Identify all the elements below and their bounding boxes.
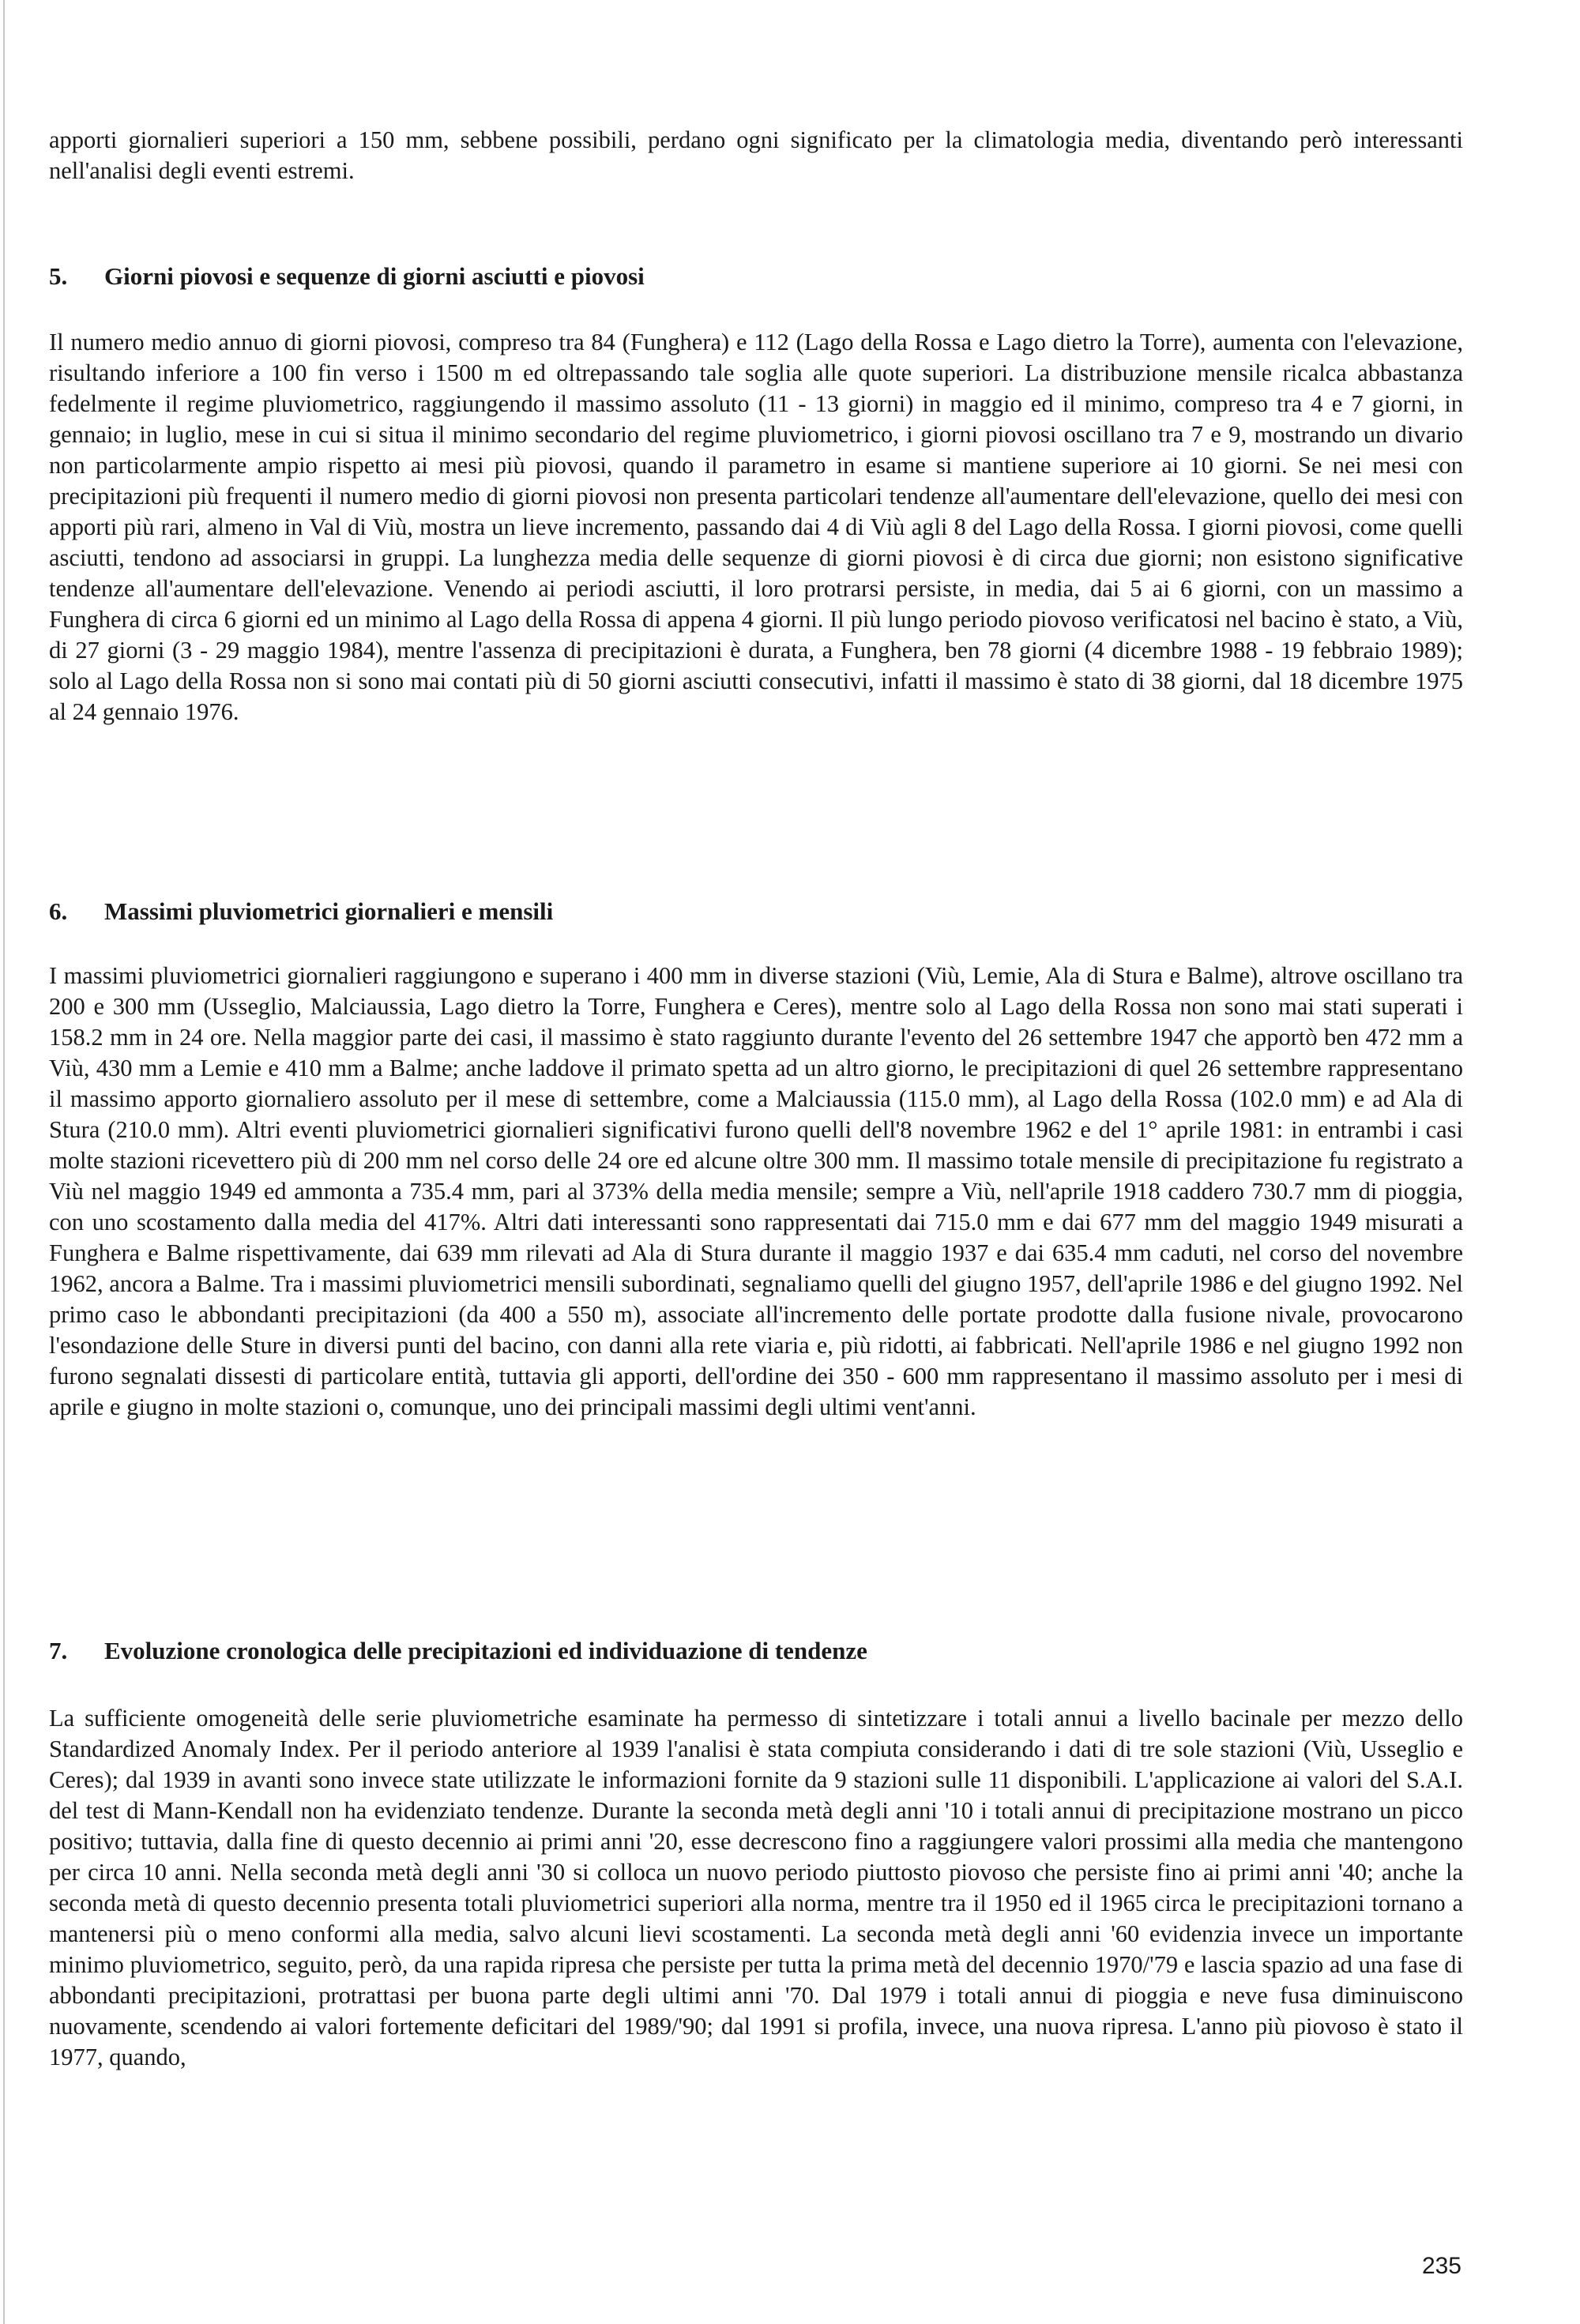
section-6-number: 6. — [49, 897, 68, 925]
section-5-heading — [49, 262, 645, 291]
intro-paragraph: apporti giornalieri superiori a 150 mm, sebbene possibili, perdano ogni significato per la climatologia media, diventando però interessanti nell'analisi degli eventi estremi. — [49, 126, 1463, 184]
section-5-title: Giorni piovosi e sequenze di giorni asciutti e piovosi — [104, 262, 645, 290]
section-6-heading — [49, 897, 553, 926]
section-5-paragraph: Il numero medio annuo di giorni piovosi, compreso tra 84 (Funghera) e 112 (Lago della Rossa e Lago dietro la Torre), aumenta con l'elevazione, risultando inferiore a 100 fin verso i 1500 m ed oltrepassando tale soglia alle quote superiori. La distribuzione mensile ricalca abbastanza fedelmente il regime pluviometrico, raggiungendo il massimo assoluto (11 - 13 giorni) in maggio ed il minimo, compreso tra 4 e 7 giorni, in gennaio; in luglio, mese in cui si situa il minimo secondario del regime pluviometrico, i giorni piovosi oscillano tra 7 e 9, mostrando un divario non particolarmente ampio rispetto ai mesi più piovosi, quando il parametro in esame si mantiene superiore ai 10 giorni. Se nei mesi con precipitazioni più frequenti il numero medio di giorni piovosi non presenta particolari tendenze all'aumentare dell'elevazione, quello dei mesi con apporti più rari, almeno in Val di Viù, mostra un lieve incremento, passando dai 4 di Viù agli 8 del Lago della Rossa. I giorni piovosi, come quelli asciutti, tendono ad associarsi in gruppi. La lunghezza media delle sequenze di giorni piovosi è di circa due giorni; non esistono significative tendenze all'aumentare dell'elevazione. Venendo ai periodi asciutti, il loro protrarsi persiste, in media, dai 5 ai 6 giorni, con un massimo a Funghera di circa 6 giorni ed un minimo al Lago della Rossa di appena 4 giorni. Il più lungo periodo piovoso verificatosi nel bacino è stato, a Viù, di 27 giorni (3 - 29 maggio 1984), mentre l'assenza di precipitazioni è durata, a Funghera, ben 78 giorni (4 dicembre 1988 - 19 febbraio 1989); solo al Lago della Rossa non si sono mai contati più di 50 giorni asciutti consecutivi, infatti il massimo è stato di 38 giorni, dal 18 dicembre 1975 al 24 gennaio 1976. — [49, 329, 1463, 725]
section-7-number: 7. — [49, 1637, 68, 1664]
section-7-heading — [49, 1637, 867, 1665]
section-7-title: Evoluzione cronologica delle precipitazioni ed individuazione di tendenze — [104, 1637, 867, 1664]
page-number: 235 — [1421, 2253, 1462, 2279]
section-5-number: 5. — [49, 262, 68, 290]
section-7-paragraph: La sufficiente omogeneità delle serie pluviometriche esaminate ha permesso di sintetizzare i totali annui a livello bacinale per mezzo dello Standardized Anomaly Index. Per il periodo anteriore al 1939 l'analisi è stata compiuta considerando i dati di tre sole stazioni (Viù, Usseglio e Ceres); dal 1939 in avanti sono invece state utilizzate le informazioni fornite da 9 stazioni sulle 11 disponibili. L'applicazione ai valori del S.A.I. del test di Mann-Kendall non ha evidenziato tendenze. Durante la seconda metà degli anni '10 i totali annui di precipitazione mostrano un picco positivo; tuttavia, dalla fine di questo decennio ai primi anni '20, esse decrescono fino a raggiungere valori prossimi alla media che mantengono per circa 10 anni. Nella seconda metà degli anni '30 si colloca un nuovo periodo piuttosto piovoso che persiste fino ai primi anni '40; anche la seconda metà di questo decennio presenta totali pluviometrici superiori alla norma, mentre tra il 1950 ed il 1965 circa le precipitazioni tornano a mantenersi più o meno conformi alla media, salvo alcuni lievi scostamenti. La seconda metà degli anni '60 evidenzia invece un importante minimo pluviometrico, seguito, però, da una rapida ripresa che persiste per tutta la prima metà del decennio 1970/'79 e lascia spazio ad una fase di abbondanti precipitazioni, protrattasi per buona parte degli ultimi anni '70. Dal 1979 i totali annui di pioggia e neve fusa diminuiscono nuovamente, scendendo ai valori fortemente deficitari del 1989/'90; dal 1991 si profila, invece, una nuova ripresa. L'anno più piovoso è stato il 1977, quando, — [49, 1705, 1463, 2070]
section-6-title: Massimi pluviometrici giornalieri e mensili — [104, 897, 554, 925]
section-6-paragraph: I massimi pluviometrici giornalieri raggiungono e superano i 400 mm in diverse stazioni (Viù, Lemie, Ala di Stura e Balme), altrove oscillano tra 200 e 300 mm (Usseglio, Malciaussia, Lago dietro la Torre, Funghera e Ceres), mentre solo al Lago della Rossa non sono mai stati superati i 158.2 mm in 24 ore. Nella maggior parte dei casi, il massimo è stato raggiunto durante l'evento del 26 settembre 1947 che apportò ben 472 mm a Viù, 430 mm a Lemie e 410 mm a Balme; anche laddove il primato spetta ad un altro giorno, le precipitazioni di quel 26 settembre rappresentano il massimo apporto giornaliero assoluto per il mese di settembre, come a Malciaussia (115.0 mm), al Lago della Rossa (102.0 mm) e ad Ala di Stura (210.0 mm). Altri eventi pluviometrici giornalieri significativi furono quelli dell'8 novembre 1962 e del 1° aprile 1981: in entrambi i casi molte stazioni ricevettero più di 200 mm nel corso delle 24 ore ed alcune oltre 300 mm. Il massimo totale mensile di precipitazione fu registrato a Viù nel maggio 1949 ed ammonta a 735.4 mm, pari al 373% della media mensile; sempre a Viù, nell'aprile 1918 caddero 730.7 mm di pioggia, con uno scostamento dalla media del 417%. Altri dati interessanti sono rappresentati dai 715.0 mm e dai 677 mm del maggio 1949 misurati a Funghera e Balme rispettivamente, dai 639 mm rilevati ad Ala di Stura durante il maggio 1937 e dai 635.4 mm caduti, nel corso del novembre 1962, ancora a Balme. Tra i massimi pluviometrici mensili subordinati, segnaliamo quelli del giugno 1957, dell'aprile 1986 e del giugno 1992. Nel primo caso le abbondanti precipitazioni (da 400 a 550 m), associate all'incremento delle portate prodotte dalla fusione nivale, provocarono l'esondazione delle Sture in diversi punti del bacino, con danni alla rete viaria e, più ridotti, ai fabbricati. Nell'aprile 1986 e nel giugno 1992 non furono segnalati dissesti di particolare entità, tuttavia gli apporti, dell'ordine dei 350 - 600 mm rappresentano il massimo assoluto per i mesi di aprile e giugno in molte stazioni o, comunque, uno dei principali massimi degli ultimi vent'anni. — [49, 962, 1463, 1420]
scan-edge-line — [3, 0, 5, 2324]
